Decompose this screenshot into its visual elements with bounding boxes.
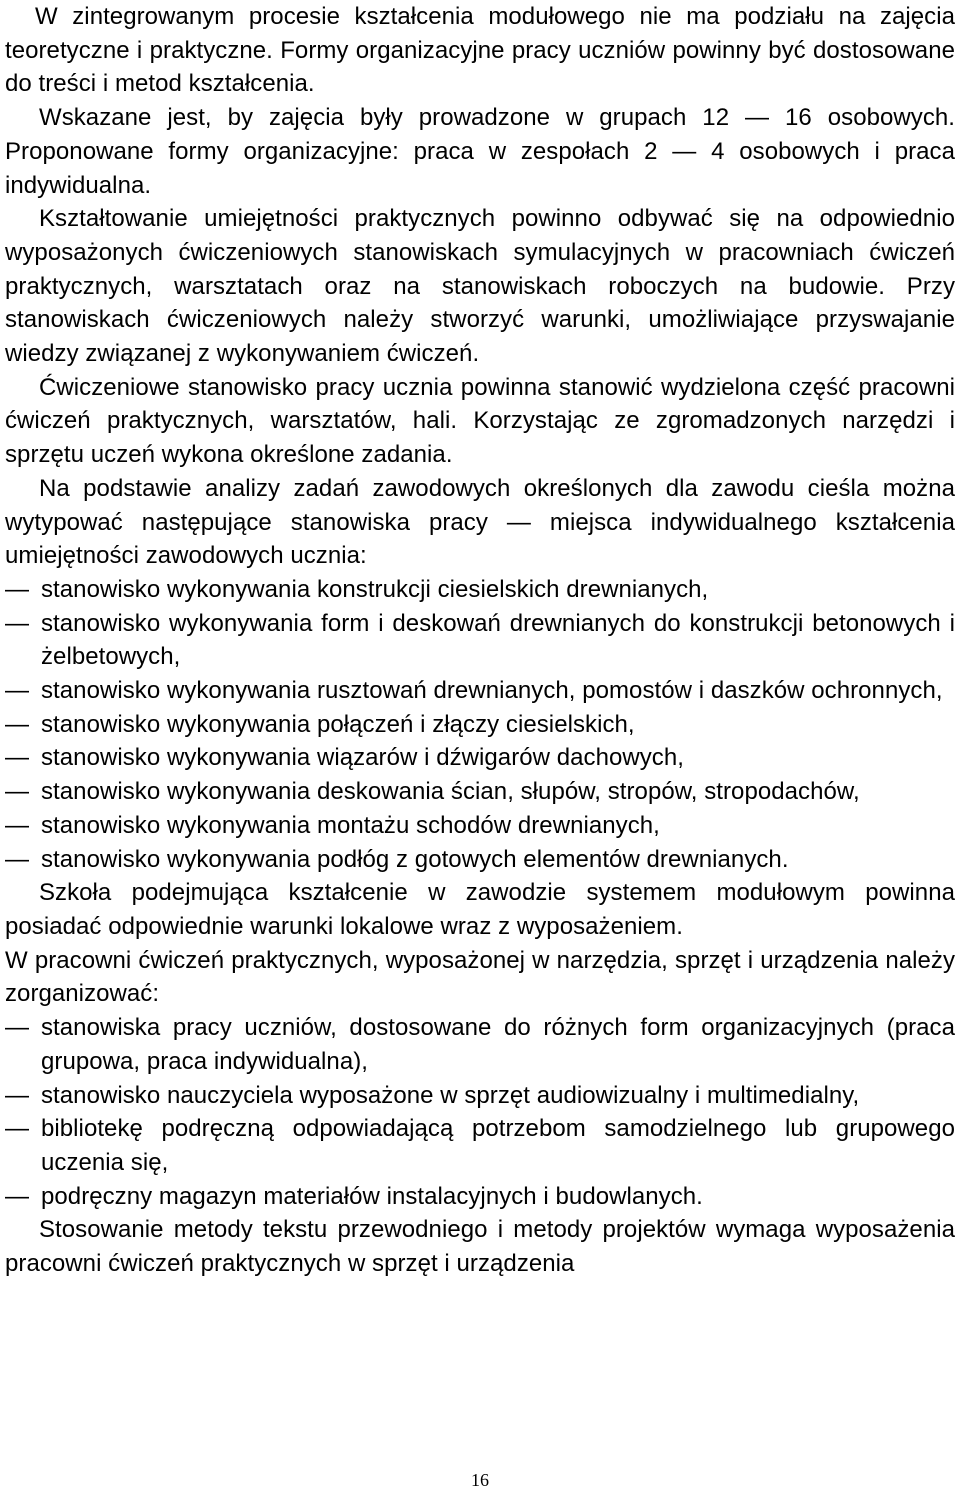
workshop-list xyxy=(5,1011,955,1213)
workstations-list xyxy=(5,573,955,876)
list-item: — stanowisko wykonywania deskowania ścian, słupów, stropów, stropodachów, xyxy=(5,775,955,809)
list-item: — stanowisko wykonywania montażu schodów drewnianych, xyxy=(5,809,955,843)
list-item: — bibliotekę podręczną odpowiadającą potrzebom samodzielnego lub grupowego uczenia się, xyxy=(5,1112,955,1179)
paragraph-workstations-intro: Na podstawie analizy zadań zawodowych określonych dla zawodu cieśla można wytypować następujące stanowiska pracy — miejsca indywidualnego kształcenia umiejętności zawodowych ucznia: xyxy=(5,474,955,570)
paragraph-group-size: Wskazane jest, by zajęcia były prowadzone w grupach 12 — 16 osobowych. Proponowane formy organizacyjne: praca w zespołach 2 — 4 osobowych i praca indywidualna. xyxy=(5,104,955,199)
list-item: — stanowisko wykonywania podłóg z gotowych elementów drewnianych. xyxy=(5,843,955,877)
list-item: — podręczny magazyn materiałów instalacyjnych i budowlanych. xyxy=(5,1180,955,1214)
document-page xyxy=(5,0,955,1281)
paragraph-student-workstation: Ćwiczeniowe stanowisko pracy ucznia powinna stanowić wydzielona część pracowni ćwiczeń praktycznych, warsztatów, hali. Korzystając ze zgromadzonych narzędzi i sprzętu uczeń wykona określone zadania. xyxy=(5,373,955,469)
list-item: — stanowisko nauczyciela wyposażone w sprzęt audiowizualny i multimedialny, xyxy=(5,1079,955,1113)
paragraph-practical-skills: Kształtowanie umiejętności praktycznych powinno odbywać się na odpowiednio wyposażonych ćwiczeniowych stanowiskach symulacyjnych w pracowniach ćwiczeń praktycznych, warsztatach oraz na stanowiskach roboczych na budowie. Przy stanowiskach ćwiczeniowych należy stworzyć warunki, umożliwiające przyswajanie wiedzy związanej z wykonywaniem ćwiczeń. xyxy=(5,205,955,368)
paragraph-workshop-intro: W pracowni ćwiczeń praktycznych, wyposażonej w narzędzia, sprzęt i urządzenia należy zorganizować: xyxy=(5,946,955,1008)
list-item: — stanowisko wykonywania rusztowań drewnianych, pomostów i daszków ochronnych, xyxy=(5,674,955,708)
paragraph-methods: Stosowanie metody tekstu przewodniego i metody projektów wymaga wyposażenia pracowni ćwiczeń praktycznych w sprzęt i urządzenia xyxy=(5,1216,955,1278)
list-item: — stanowisko wykonywania połączeń i złączy ciesielskich, xyxy=(5,708,955,742)
list-item: — stanowiska pracy uczniów, dostosowane do różnych form organizacyjnych (praca grupowa, praca indywidualna), xyxy=(5,1011,955,1078)
paragraph-school-conditions: Szkoła podejmująca kształcenie w zawodzie systemem modułowym powinna posiadać odpowiednie warunki lokalowe wraz z wyposażeniem. xyxy=(5,879,955,940)
page-number: 16 xyxy=(471,1470,489,1490)
list-item: — stanowisko wykonywania form i deskowań drewnianych do konstrukcji betonowych i żelbetowych, xyxy=(5,607,955,674)
paragraph-organizational-forms: W zintegrowanym procesie kształcenia modułowego nie ma podziału na zajęcia teoretyczne i praktyczne. Formy organizacyjne pracy uczniów powinny być dostosowane do treści i metod kształcenia. xyxy=(5,3,955,98)
list-item: — stanowisko wykonywania konstrukcji ciesielskich drewnianych, xyxy=(5,573,955,607)
list-item: — stanowisko wykonywania wiązarów i dźwigarów dachowych, xyxy=(5,741,955,775)
